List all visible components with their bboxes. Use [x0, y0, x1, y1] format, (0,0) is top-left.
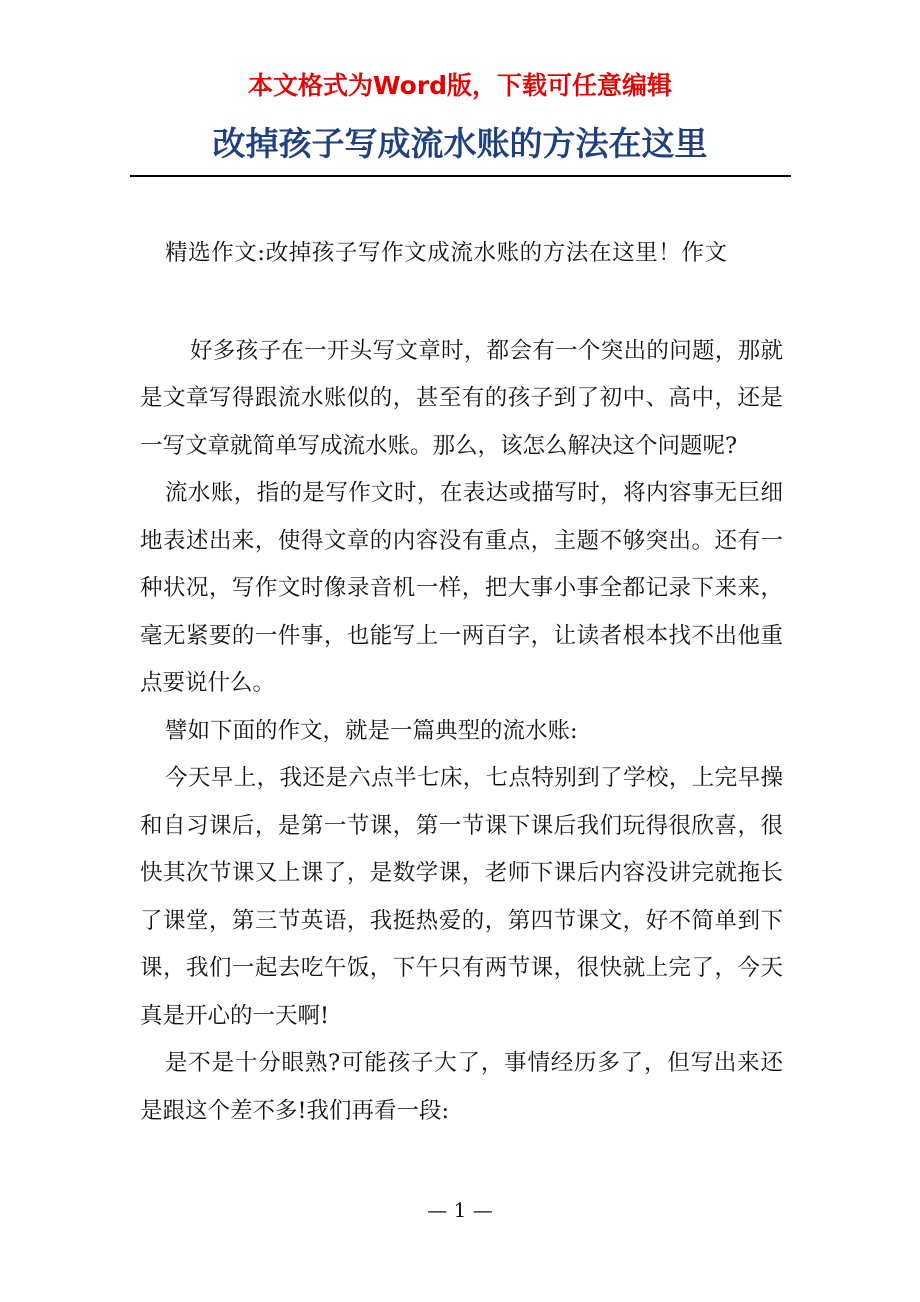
document-body [140, 230, 783, 1135]
format-banner: 本文格式为Word版，下载可任意编辑 [247, 71, 673, 100]
document-title: 改掉孩子写成流水账的方法在这里 [212, 124, 708, 163]
paragraph: 是不是十分眼熟?可能孩子大了，事情经历多了，但写出来还是跟这个差不多!我们再看一段: [140, 1050, 783, 1124]
paragraph: 流水账，指的是写作文时，在表达或描写时，将内容事无巨细地表述出来，使得文章的内容没有重点，主题不够突出。还有一种状况，写作文时像录音机一样，把大事小事全都记录下来来，毫无紧要的一件事，也能写上一两百字，让读者根本找不出他重点要说什么。 [140, 480, 783, 696]
article-subtitle: 精选作文:改掉孩子写作文成流水账的方法在这里！作文 [165, 240, 728, 266]
paragraph: 譬如下面的作文，就是一篇典型的流水账: [165, 717, 578, 744]
title-divider [130, 175, 791, 177]
page-number: — 1 — [427, 1198, 493, 1222]
paragraph: 好多孩子在一开头写文章时，都会有一个突出的问题，那就是文章写得跟流水账似的，甚至有的孩子到了初中、高中，还是一写文章就简单写成流水账。那么，该怎么解决这个问题呢? [140, 337, 783, 459]
paragraph: 今天早上，我还是六点半七床，七点特别到了学校，上完早操和自习课后，是第一节课，第一节课下课后我们玩得很欣喜，很快其次节课又上课了，是数学课，老师下课后内容没讲完就拖长了课堂，第三节英语，我挺热爱的，第四节课文，好不简单到下课，我们一起去吃午饭，下午只有两节课，很快就上完了，今天真是开心的一天啊! [140, 765, 783, 1029]
